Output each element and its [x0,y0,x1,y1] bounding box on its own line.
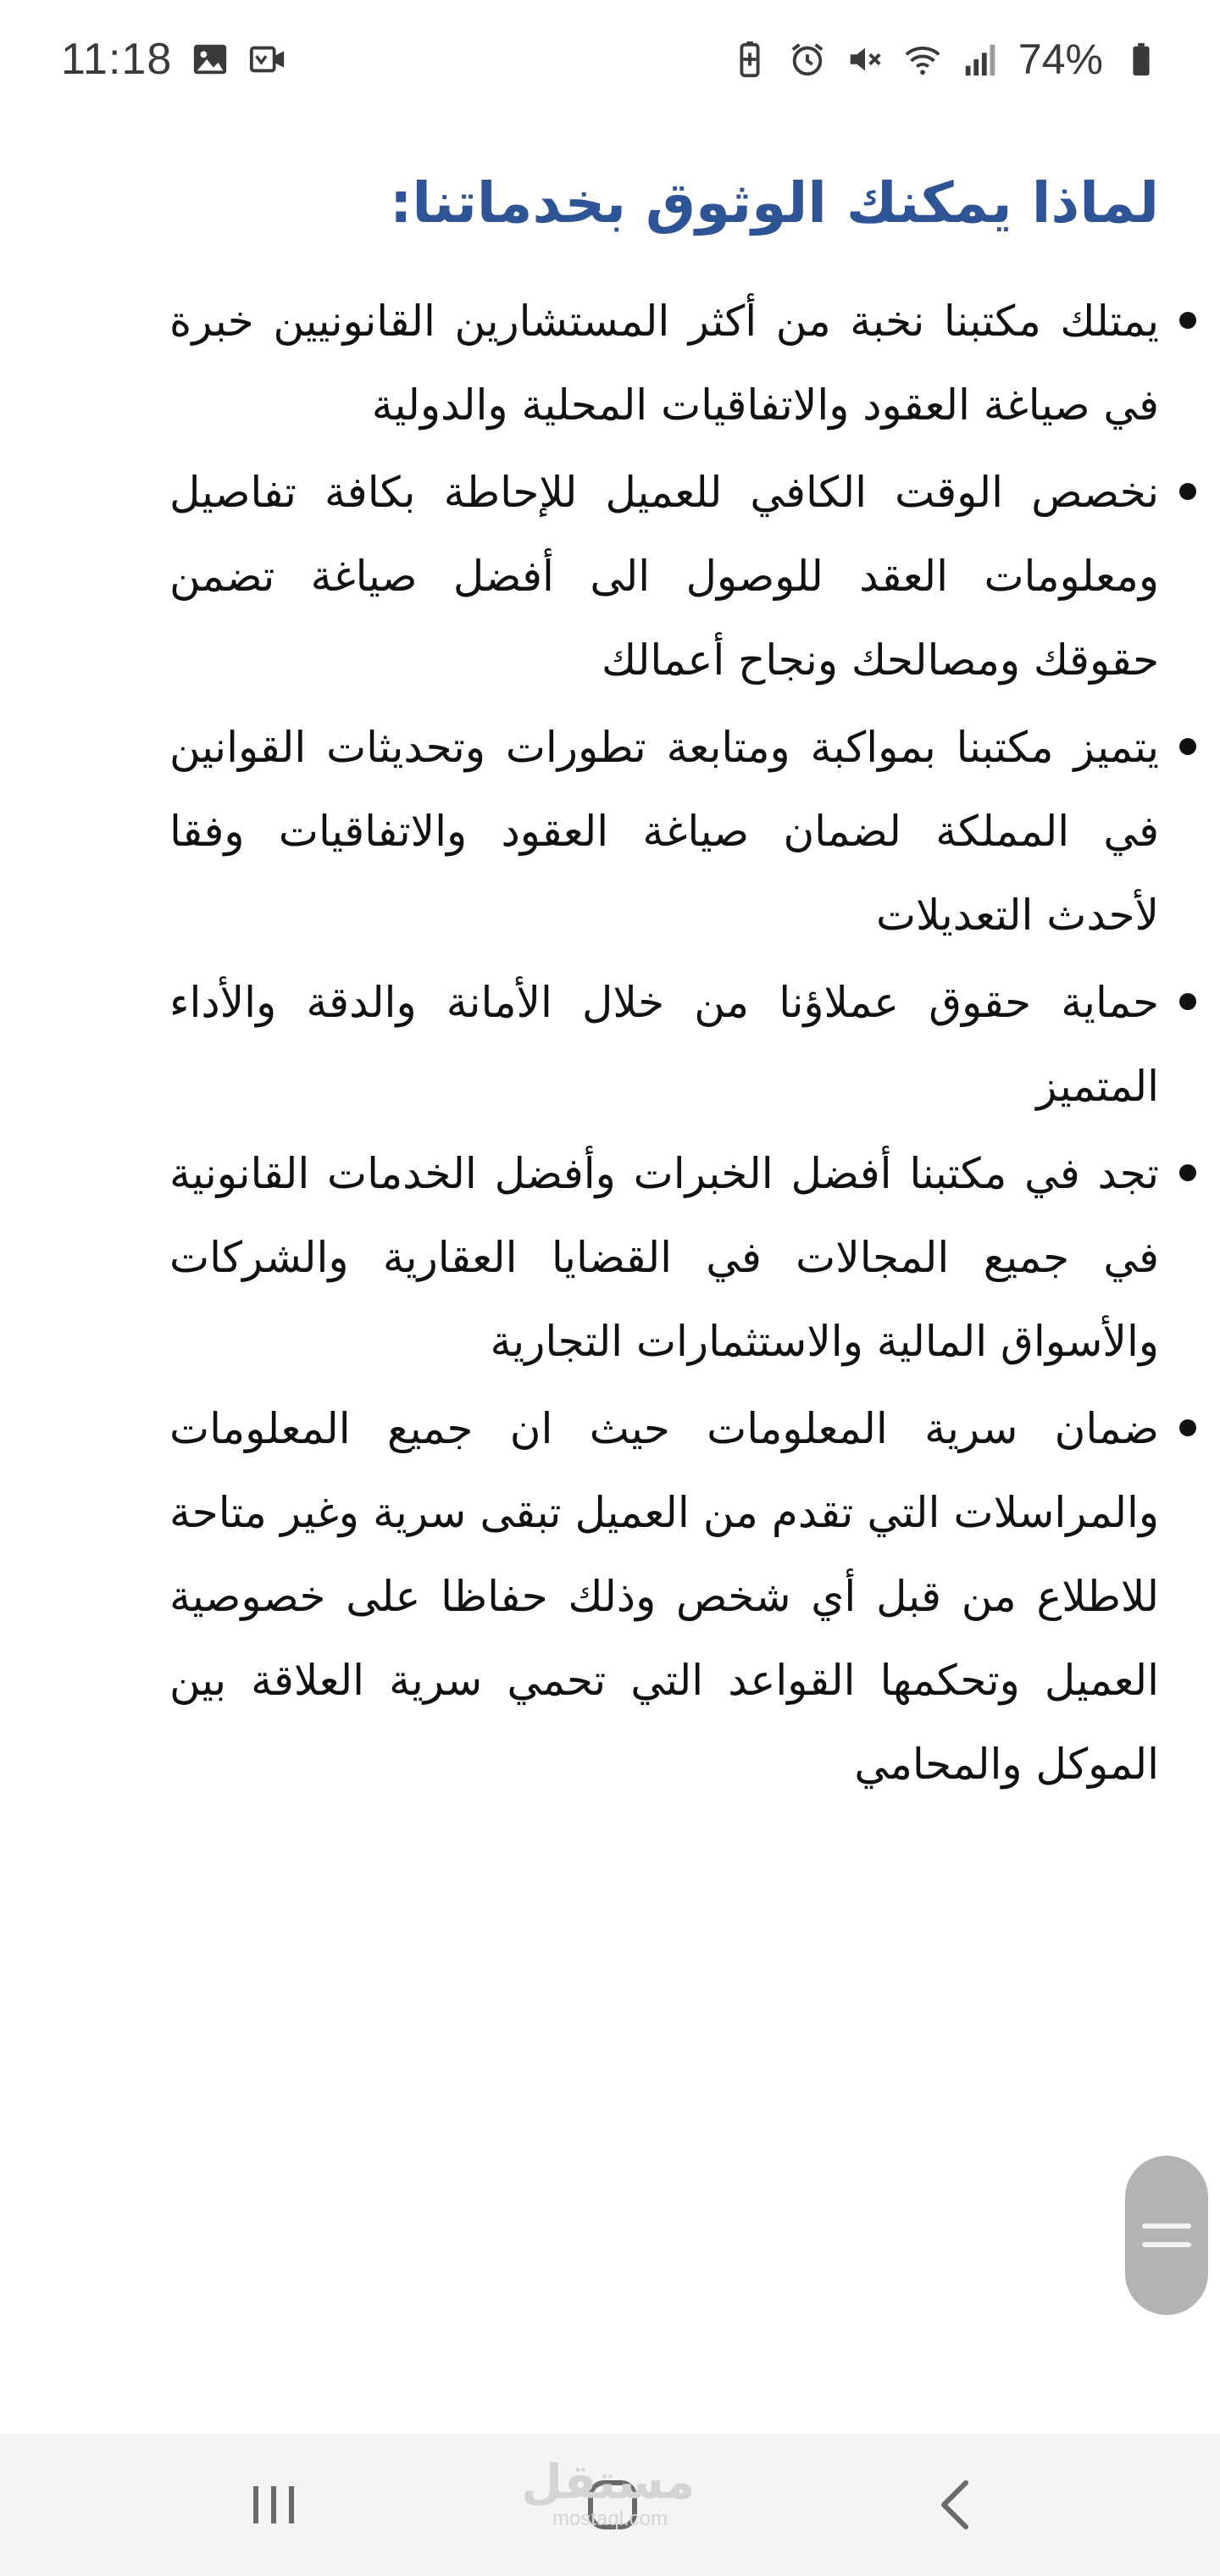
bullet-dot-icon [1179,738,1196,755]
bullet-text: يمتلك مكتبنا نخبة من أكثر المستشارين القانونيين خبرة في صياغة العقود والاتفاقيات المحلية والدولية [169,297,1159,430]
back-icon [934,2478,976,2532]
bullet-text: نخصص الوقت الكافي للعميل للإحاطة بكافة تفاصيل ومعلومات العقد للوصول الى أفضل صياغة تضمن حقوقك ومصالحك ونجاح أعمالك [169,468,1159,685]
bullet-dot-icon [1179,1419,1196,1436]
image-icon [191,40,230,79]
bullet-text: حماية حقوق عملاؤنا من خلال الأمانة والدقة والأداء المتميز [169,978,1159,1111]
home-icon [586,2479,639,2531]
bullet-text: ضمان سرية المعلومات حيث ان جميع المعلومات والمراسلات التي تقدم من العميل تبقى سرية وغير متاحة للاطلاع من قبل أي شخص وذلك حفاظا على خصوصية العميل وتحكمها القواعد التي تحمي سرية العلاقة بين الموكل والمحامي [169,1404,1159,1789]
bullet-text: يتميز مكتبنا بمواكبة ومتابعة تطورات وتحديثات القوانين في المملكة لضمان صياغة العقود والاتفاقيات وفقا لأحدث التعديلات [169,723,1159,940]
grip-line-icon [1142,2223,1191,2229]
back-button[interactable] [908,2462,1001,2547]
bullet-item [169,280,1159,447]
bullet-item [169,451,1159,702]
bullet-text: تجد في مكتبنا أفضل الخبرات وأفضل الخدمات القانونية في جميع المجالات في القضايا العقارية والشركات والأسواق المالية والاستثمارات التجارية [169,1149,1159,1366]
home-button[interactable] [566,2462,659,2547]
bullet-dot-icon [1179,1164,1196,1181]
signal-icon [961,40,1000,79]
bullet-item [169,1387,1159,1807]
recent-apps-button[interactable] [227,2462,320,2547]
bullet-dot-icon [1179,993,1196,1010]
status-right [730,35,1161,84]
status-bar [0,0,1220,119]
bullet-dot-icon [1179,483,1196,500]
battery-icon [1122,40,1161,79]
navigation-bar [0,2434,1220,2576]
watermark-url: mostaql.com [552,2507,668,2530]
bullet-item [169,706,1159,958]
battery-saver-icon [730,40,769,79]
section-heading: لماذا يمكنك الوثوق بخدماتنا: [389,170,1159,236]
bullet-item [169,961,1159,1129]
mute-icon [846,40,884,79]
status-time: 11:18 [61,35,173,84]
bullet-list [85,280,1159,1807]
bullet-item [169,1132,1159,1384]
cast-icon [248,40,287,79]
grip-line-icon [1142,2242,1191,2247]
battery-percent: 74% [1018,36,1103,83]
watermark-logo-text: مستقل [521,2455,695,2510]
recent-apps-icon [248,2481,299,2529]
scroll-handle[interactable] [1125,2156,1208,2315]
wifi-icon [903,40,942,79]
article [85,161,1159,1810]
status-left [61,34,287,85]
bullet-dot-icon [1179,312,1196,329]
alarm-icon [788,40,827,79]
